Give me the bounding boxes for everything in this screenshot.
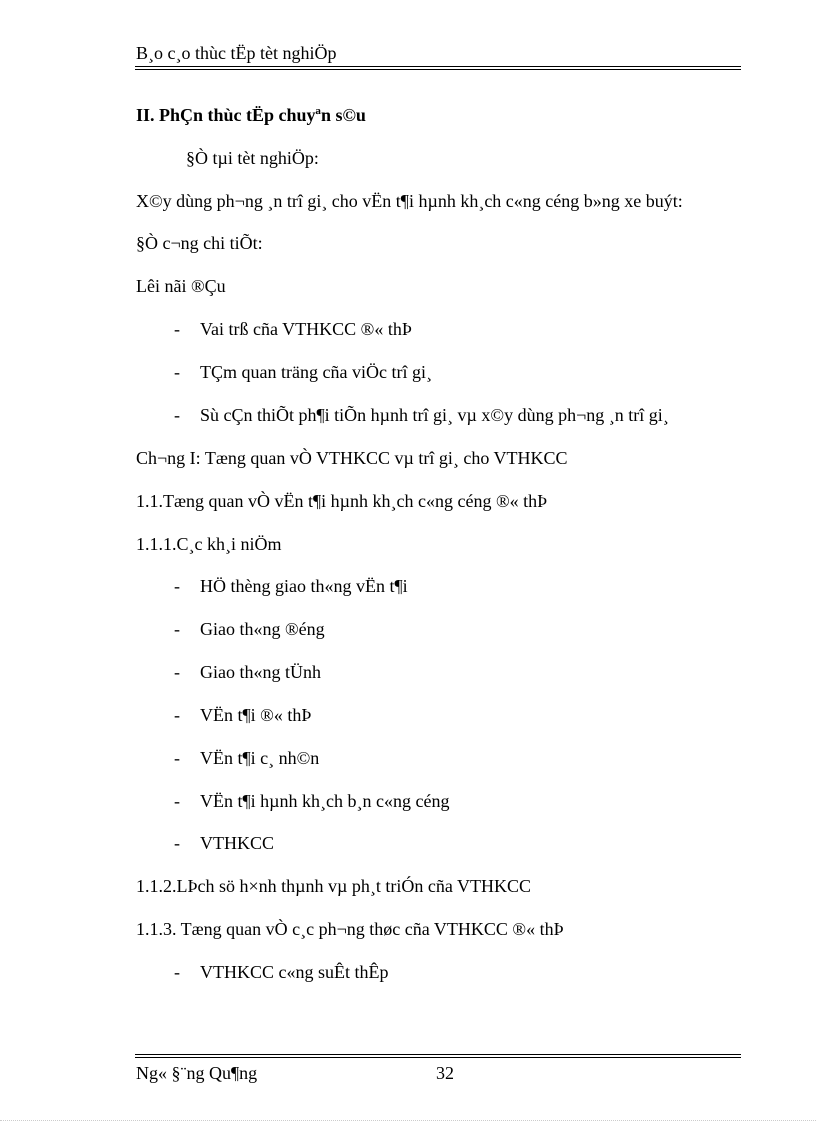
thesis-label: §Ò tµi tèt nghiÖp:	[186, 148, 319, 168]
subsection-heading: 1.1.Tæng quan vÒ vËn t¶i hµnh kh¸ch c«ng céng ®« thÞ	[136, 491, 548, 511]
header-double-rule	[135, 66, 741, 70]
concept-item: VTHKCC	[200, 833, 275, 853]
footer-author: Ng« §¨ng Qu¶ng	[136, 1063, 258, 1083]
concept-item: VËn t¶i ®« thÞ	[200, 705, 312, 725]
bullet-dash: -	[174, 319, 180, 339]
intro-item: TÇm quan träng cña viÖc trî gi¸	[200, 362, 432, 382]
bullet-dash: -	[174, 576, 180, 596]
page-header-title: B¸o c¸o thùc tËp tèt nghiÖp	[136, 43, 337, 63]
subsubsection-heading: 1.1.2.LÞch sö h×nh thµnh vµ ph¸t triÓn cña VTHKCC	[136, 876, 532, 896]
subsubsection-heading: 1.1.3. Tæng quan vÒ c¸c ph¬ng thøc cña VTHKCC ®« thÞ	[136, 919, 564, 939]
bullet-dash: -	[174, 962, 180, 982]
intro-heading: Lêi nãi ®Çu	[136, 276, 226, 296]
bullet-dash: -	[174, 748, 180, 768]
page-bottom-edge	[0, 1120, 816, 1121]
page-number: 32	[436, 1063, 454, 1083]
bullet-dash: -	[174, 362, 180, 382]
bullet-dash: -	[174, 833, 180, 853]
bullet-dash: -	[174, 662, 180, 682]
intro-item: Vai trß cña VTHKCC ®« thÞ	[200, 319, 412, 339]
bullet-dash: -	[174, 619, 180, 639]
footer-double-rule	[135, 1054, 741, 1058]
bullet-dash: -	[174, 405, 180, 425]
concept-item: VËn t¶i hµnh kh¸ch b¸n c«ng céng	[200, 791, 450, 811]
intro-item: Sù cÇn thiÕt ph¶i tiÕn hµnh trî gi¸ vµ x©y dùng ph¬ng ¸n trî gi¸	[200, 405, 669, 425]
bullet-dash: -	[174, 791, 180, 811]
bullet-dash: -	[174, 705, 180, 725]
concept-item: VËn t¶i c¸ nh©n	[200, 748, 320, 768]
section-heading: II. PhÇn thùc tËp chuyªn s©u	[136, 105, 366, 125]
outline-label: §Ò c¬ng chi tiÕt:	[136, 233, 263, 253]
concept-item: HÖ thèng giao th«ng vËn t¶i	[200, 576, 408, 596]
subsubsection-heading: 1.1.1.C¸c kh¸i niÖm	[136, 534, 282, 554]
thesis-title: X©y dùng ph¬ng ¸n trî gi¸ cho vËn t¶i hµnh kh¸ch c«ng céng b»ng xe buýt:	[136, 191, 683, 211]
concept-item: Giao th«ng tÜnh	[200, 662, 321, 682]
mode-item: VTHKCC c«ng suÊt thÊp	[200, 962, 389, 982]
concept-item: Giao th«ng ®éng	[200, 619, 325, 639]
chapter-heading: Ch¬ng I: Tæng quan vÒ VTHKCC vµ trî gi¸ cho VTHKCC	[136, 448, 568, 468]
